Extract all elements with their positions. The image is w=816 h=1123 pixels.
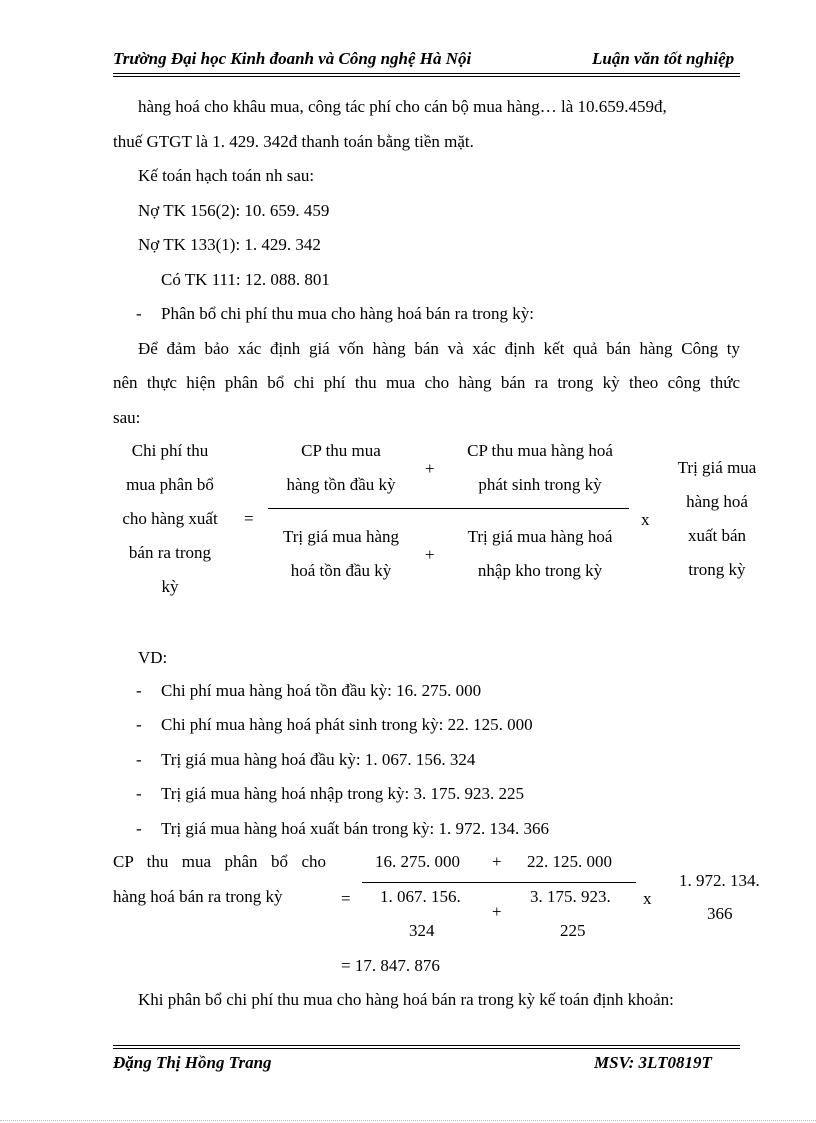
formula-text-line: Trị giá mua hàng hoá: [467, 527, 613, 546]
formula-rhs-line: xuất bán: [687, 526, 747, 545]
header-document-type: Luận văn tốt nghiệp: [592, 49, 735, 68]
entry-debit-133: Nợ TK 133(1): 1. 429. 342: [138, 235, 321, 254]
calc-times: x: [643, 889, 652, 908]
formula-den-term-2: [447, 528, 633, 579]
formula-text-line: CP thu mua: [301, 441, 381, 460]
paragraph-1-line-1: hàng hoá cho khâu mua, công tác phí cho cán bộ mua hàng… là 10.659.459đ,: [138, 97, 667, 116]
list-item: Chi phí mua hàng hoá tồn đầu kỳ: 16. 275. 000: [161, 681, 482, 700]
paragraph-2-line-2: nên thực hiện phân bổ chi phí thu mua cho hàng bán ra trong kỳ theo công thức: [113, 373, 740, 392]
entry-credit-111: Có TK 111: 12. 088. 801: [161, 270, 330, 289]
formula-den-term-1: [265, 528, 417, 579]
formula-text-line: nhập kho trong kỳ: [477, 561, 603, 580]
calc-den-1-a: 1. 067. 156.: [380, 887, 461, 906]
calc-result: = 17. 847. 876: [341, 956, 440, 975]
list-bullet: -: [136, 715, 142, 734]
paragraph-2-line-3: sau:: [113, 408, 141, 427]
calc-lhs-line-1: CP thu mua phân bổ cho: [113, 852, 326, 871]
paragraph-1-line-2: thuế GTGT là 1. 429. 342đ thanh toán bằng tiền mặt.: [113, 132, 474, 151]
bullet-allocation: Phân bổ chi phí thu mua cho hàng hoá bán ra trong kỳ:: [161, 304, 534, 323]
formula-text-line: phát sinh trong kỳ: [478, 475, 602, 494]
list-bullet: -: [136, 819, 142, 838]
calc-lhs-line-2: hàng hoá bán ra trong kỳ: [113, 887, 283, 906]
footer-rule-bottom: [113, 1048, 740, 1049]
list-item: Trị giá mua hàng hoá đầu kỳ: 1. 067. 156. 324: [161, 750, 476, 769]
calc-den-1-b: 324: [409, 921, 435, 940]
formula-num-term-2: [447, 442, 633, 493]
entry-debit-156: Nợ TK 156(2): 10. 659. 459: [138, 201, 330, 220]
bullet-dash: -: [136, 304, 142, 323]
calc-multiplier-b: 366: [707, 904, 733, 923]
formula-lhs-line: Chi phí thu: [131, 441, 209, 460]
formula-lhs-line: mua phân bổ: [126, 475, 214, 494]
list-bullet: -: [136, 784, 142, 803]
formula-lhs-line: cho hàng xuất: [122, 509, 218, 528]
formula-text-line: hoá tồn đầu kỳ: [290, 561, 392, 580]
list-bullet: -: [136, 750, 142, 769]
formula-rhs-line: Trị giá mua: [677, 458, 757, 477]
calc-num-plus: +: [492, 852, 502, 871]
calc-num-1: 16. 275. 000: [375, 852, 460, 871]
calc-num-2: 22. 125. 000: [527, 852, 612, 871]
calc-equals: =: [341, 889, 351, 908]
footer-author: Đặng Thị Hồng Trang: [113, 1053, 272, 1072]
formula-rhs-line: trong kỳ: [688, 560, 746, 579]
formula-num-plus: +: [425, 459, 435, 478]
paragraph-2-line-1: Để đảm bảo xác định giá vốn hàng bán và xác định kết quả bán hàng Công ty: [138, 339, 740, 358]
list-item: Chi phí mua hàng hoá phát sinh trong kỳ: 22. 125. 000: [161, 715, 533, 734]
page-bottom-edge: [0, 1120, 816, 1121]
calc-fraction-bar: [362, 882, 636, 883]
formula-rhs-line: hàng hoá: [686, 492, 748, 511]
calc-multiplier-a: 1. 972. 134.: [679, 871, 760, 890]
formula-equals: =: [244, 509, 254, 528]
formula-times: x: [641, 510, 650, 529]
formula-num-term-1: [265, 442, 417, 493]
header-rule-top: [113, 73, 740, 74]
calc-den-2-b: 225: [560, 921, 586, 940]
entry-intro: Kế toán hạch toán nh sau:: [138, 166, 315, 185]
example-label: VD:: [138, 648, 168, 667]
footer-rule-top: [113, 1045, 740, 1046]
list-item: Trị giá mua hàng hoá nhập trong kỳ: 3. 175. 923. 225: [161, 784, 524, 803]
formula-lhs-line: kỳ: [161, 577, 179, 596]
footer-student-id: MSV: 3LT0819T: [594, 1053, 712, 1072]
list-item: Trị giá mua hàng hoá xuất bán trong kỳ: 1. 972. 134. 366: [161, 819, 549, 838]
formula-den-plus: +: [425, 545, 435, 564]
header-rule-bottom: [113, 76, 740, 77]
formula-text-line: Trị giá mua hàng: [282, 527, 399, 546]
formula-text-line: CP thu mua hàng hoá: [467, 441, 613, 460]
list-bullet: -: [136, 681, 142, 700]
formula-fraction-bar: [268, 508, 629, 509]
formula-text-line: hàng tồn đầu kỳ: [286, 475, 396, 494]
calc-den-plus: +: [492, 902, 502, 921]
formula-lhs-line: bán ra trong: [128, 543, 212, 562]
calc-den-2-a: 3. 175. 923.: [530, 887, 611, 906]
header-school-name: Trường Đại học Kinh đoanh và Công nghệ Hà Nội: [113, 49, 472, 68]
closing-sentence: Khi phân bổ chi phí thu mua cho hàng hoá bán ra trong kỳ kế toán định khoản:: [138, 990, 674, 1009]
